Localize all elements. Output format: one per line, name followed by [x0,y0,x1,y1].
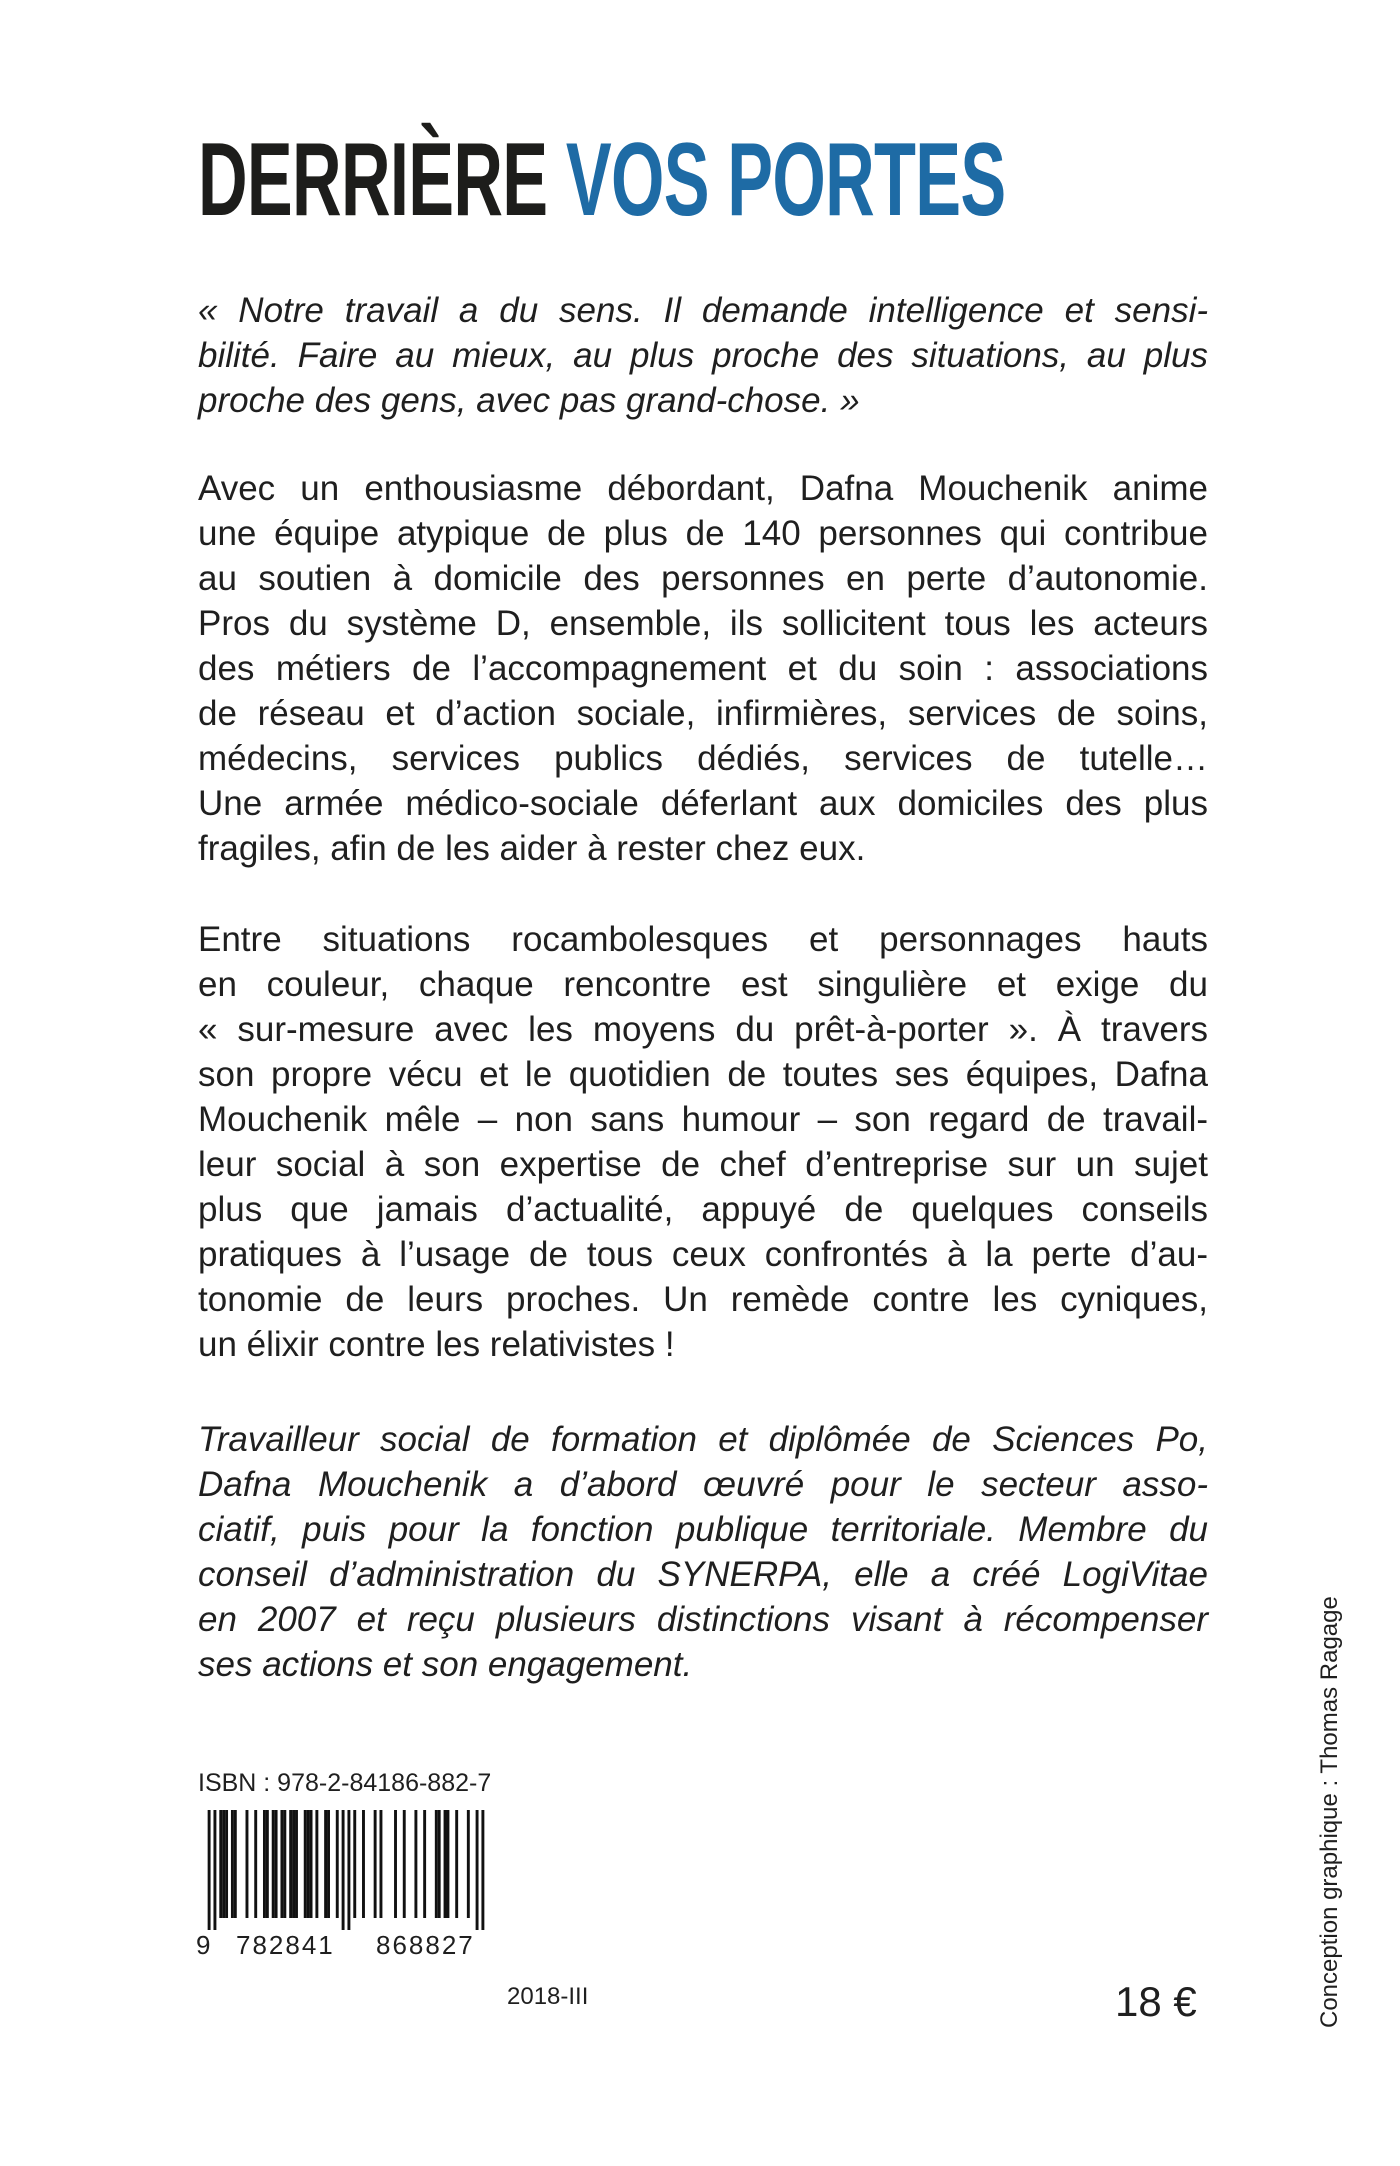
barcode-bar [231,1810,234,1918]
barcode-bar [208,1810,211,1930]
paragraph-line: en couleur, chaque rencontre est singulière et exige du [198,965,1208,1004]
quote-line: « Notre travail a du sens. Il demande intelligence et sensi- [198,291,1208,330]
bio-line: en 2007 et reçu plusieurs distinctions visant à récompenser [198,1600,1208,1639]
barcode-bar [438,1810,441,1918]
barcode-bar [310,1810,313,1918]
description-paragraph-1 [198,466,1208,871]
bio-line: conseil d’administration du SYNERPA, elle a créé LogiVitae [198,1555,1208,1594]
paragraph-line: au soutien à domicile des personnes en perte d’autonomie. [198,559,1208,598]
barcode-bar [414,1810,417,1918]
paragraph-line: pratiques à l’usage de tous ceux confrontés à la perte d’au- [198,1235,1208,1274]
price: 18 € [1115,1978,1197,2025]
barcode-bar [304,1810,307,1918]
book-title [198,122,1006,238]
barcode-bar [347,1810,350,1930]
paragraph-line: tonomie de leurs proches. Un remède contre les cyniques, [198,1280,1208,1319]
barcode-bar [266,1810,269,1918]
paragraph-line: Une armée médico-sociale déferlant aux domiciles des plus [198,784,1208,823]
barcode-bar [280,1810,283,1918]
barcode-bar [324,1810,327,1918]
barcode-bar [283,1810,286,1918]
bio-line: Travailleur social de formation et diplômée de Sciences Po, [198,1420,1208,1459]
barcode-bar [394,1810,397,1918]
barcode-bar [222,1810,225,1918]
barcode-bar [435,1810,438,1918]
barcode-bar [467,1810,470,1918]
design-credit: Conception graphique : Thomas Ragage [1316,1596,1343,2028]
paragraph-line: son propre vécu et le quotidien de toutes ses équipes, Dafna [198,1055,1208,1094]
paragraph-line: Pros du système D, ensemble, ils sollicitent tous les acteurs [198,604,1208,643]
barcode-bar [315,1810,318,1918]
barcode-bar [219,1810,222,1918]
paragraph-line: médecins, services publics dédiés, services de tutelle… [198,739,1208,778]
paragraph-line: Mouchenik mêle – non sans humour – son regard de travail- [198,1100,1208,1139]
paragraph-line: « sur-mesure avec les moyens du prêt-à-porter ». À travers [198,1010,1208,1049]
barcode-bar [403,1810,406,1918]
barcode-bar [481,1810,484,1930]
barcode-bar [289,1810,292,1918]
barcode-bar [275,1810,278,1918]
barcode-bar [327,1810,330,1918]
barcode-bar [292,1810,295,1918]
paragraph-line: plus que jamais d’actualité, appuyé de quelques conseils [198,1190,1208,1229]
title-part-2: VOS PORTES [565,122,1006,238]
author-bio [198,1417,1208,1687]
barcode-bar [455,1810,458,1918]
barcode-bar [423,1810,426,1918]
isbn-label: ISBN : 978-2-84186-882-7 [198,1769,492,1797]
barcode-bar [342,1810,345,1930]
barcode-bar [225,1810,228,1918]
barcode-bar [263,1810,266,1918]
barcode-bar [254,1810,257,1918]
barcode-bar [234,1810,237,1918]
barcode-bar [362,1810,365,1918]
bio-line: Dafna Mouchenik a d’abord œuvré pour le secteur asso- [198,1465,1208,1504]
paragraph-line: Entre situations rocambolesques et personnages hauts [198,920,1208,959]
bio-line: ciatif, puis pour la fonction publique territoriale. Membre du [198,1510,1208,1549]
barcode-digits-left: 782841 [236,1930,335,1960]
bio-line: ses actions et son engagement. [198,1645,693,1684]
paragraph-line: fragiles, afin de les aider à rester chez eux. [198,829,866,868]
paragraph-line: de réseau et d’action sociale, infirmières, services de soins, [198,694,1208,733]
paragraph-line: un élixir contre les relativistes ! [198,1325,675,1364]
edition-code: 2018-III [507,1983,589,2010]
barcode-bar [353,1810,356,1918]
paragraph-line: des métiers de l’accompagnement et du soin : associations [198,649,1208,688]
description-paragraph-2 [198,917,1208,1367]
barcode-bar [336,1810,339,1918]
quote [198,288,1208,423]
quote-line: bilité. Faire au mieux, au plus proche des situations, au plus [198,336,1208,375]
barcode-bar [295,1810,298,1918]
barcode [196,1810,496,1930]
barcode-bar [446,1810,449,1918]
barcode-bar [379,1810,382,1918]
title-part-1: DERRIÈRE [198,122,548,238]
barcode-digit-first: 9 [196,1930,211,1960]
barcode-bar [213,1810,216,1930]
barcode-bar [272,1810,275,1918]
paragraph-line: Avec un enthousiasme débordant, Dafna Mouchenik anime [198,469,1208,508]
barcode-bar [444,1810,447,1918]
barcode-bar [476,1810,479,1930]
barcode-bar [374,1810,377,1918]
paragraph-line: leur social à son expertise de chef d’entreprise sur un sujet [198,1145,1208,1184]
barcode-digits-right: 868827 [376,1930,475,1960]
quote-line: proche des gens, avec pas grand-chose. » [198,381,860,420]
paragraph-line: une équipe atypique de plus de 140 personnes qui contribue [198,514,1208,553]
barcode-bar [307,1810,310,1918]
barcode-bar [246,1810,249,1918]
